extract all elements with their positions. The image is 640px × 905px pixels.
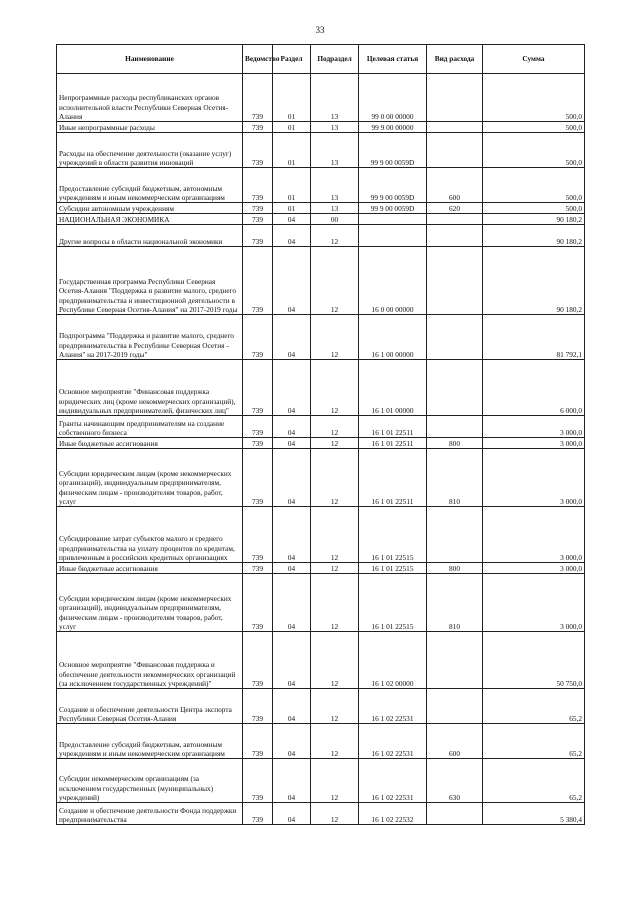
row-target: 99 9 00 0059D [359,168,427,203]
table-row [57,416,585,438]
row-dept: 739 [243,574,273,632]
row-target: 16 1 00 00000 [359,315,427,360]
table-row [57,74,585,122]
row-section: 04 [273,724,311,759]
row-target [359,214,427,225]
row-exp-type [427,416,483,438]
row-sum: 50 750,0 [483,632,585,689]
row-target: 16 1 02 22531 [359,689,427,724]
row-dept: 739 [243,724,273,759]
row-exp-type [427,122,483,133]
row-exp-type [427,632,483,689]
row-exp-type [427,689,483,724]
row-dept: 739 [243,438,273,449]
table-row [57,133,585,168]
row-target [359,225,427,247]
row-exp-type: 600 [427,168,483,203]
row-sum: 65,2 [483,724,585,759]
table-row [57,574,585,632]
row-subsection: 13 [311,74,359,122]
table-row [57,803,585,825]
row-subsection: 13 [311,133,359,168]
row-sum: 3 000,0 [483,563,585,574]
row-subsection: 12 [311,689,359,724]
row-subsection: 12 [311,759,359,803]
row-target: 16 1 01 22511 [359,416,427,438]
row-dept: 739 [243,168,273,203]
row-section: 01 [273,133,311,168]
row-name: Субсидии юридическим лицам (кроме некоммерческих организаций), индивидуальным предпринимателям, физическим лицам - производителям товаров, работ, услуг [57,449,243,507]
row-dept: 739 [243,632,273,689]
table-row [57,214,585,225]
row-name: Субсидии автономным учреждениям [57,203,243,214]
header-exp-type: Вид расхода [427,45,483,74]
table-row [57,225,585,247]
row-target: 99 0 00 00000 [359,74,427,122]
row-exp-type [427,360,483,416]
row-sum: 6 000,0 [483,360,585,416]
row-sum: 65,2 [483,689,585,724]
row-subsection: 00 [311,214,359,225]
row-name: Основное мероприятие "Финансовая поддержка юридических лиц (кроме некоммерческих организаций), индивидуальных предпринимателей, физических лиц" [57,360,243,416]
row-dept: 739 [243,689,273,724]
header-dept: Ведомство [243,45,273,74]
row-exp-type: 810 [427,449,483,507]
row-exp-type [427,247,483,315]
row-subsection: 12 [311,247,359,315]
row-subsection: 12 [311,449,359,507]
row-sum: 500,0 [483,203,585,214]
table-row [57,247,585,315]
row-section: 01 [273,74,311,122]
row-name: Подпрограмма "Поддержка и развитие малого, среднего предпринимательства в Республике Северная Осетия - Алания" на 2017-2019 годы" [57,315,243,360]
budget-table [56,44,585,825]
table-row [57,759,585,803]
row-dept: 739 [243,133,273,168]
row-section: 04 [273,689,311,724]
row-dept: 739 [243,449,273,507]
row-dept: 739 [243,247,273,315]
row-sum: 500,0 [483,133,585,168]
row-subsection: 13 [311,203,359,214]
header-sum: Сумма [483,45,585,74]
row-target: 16 1 01 22515 [359,563,427,574]
table-row [57,315,585,360]
header-name: Наименование [57,45,243,74]
header-subsection: Подраздел [311,45,359,74]
row-name: Государственная программа Республики Северная Осетия-Алания "Поддержка и развитие малого, среднего предпринимательства и инвестиционной деятельности в Республике Северная Осетия-Алания" на 2017-2019 годы [57,247,243,315]
row-sum: 3 000,0 [483,507,585,563]
row-exp-type: 800 [427,438,483,449]
table-row [57,563,585,574]
row-dept: 739 [243,203,273,214]
row-sum: 90 180,2 [483,214,585,225]
row-name: Непрограммные расходы республиканских органов исполнительной власти Республики Северная Осетия-Алания [57,74,243,122]
row-dept: 739 [243,759,273,803]
row-name: Субсидии некоммерческим организациям (за исключением государственных (муниципальных) учреждений) [57,759,243,803]
row-dept: 739 [243,122,273,133]
page-number: 33 [315,25,325,35]
row-section: 01 [273,168,311,203]
row-dept: 739 [243,416,273,438]
row-target: 99 9 00 0059D [359,203,427,214]
row-name: Создание и обеспечение деятельности Фонда поддержки предпринимательства [57,803,243,825]
row-exp-type: 620 [427,203,483,214]
row-target: 99 9 00 00000 [359,122,427,133]
row-sum: 65,2 [483,759,585,803]
row-target: 16 0 00 00000 [359,247,427,315]
row-section: 01 [273,203,311,214]
row-target: 16 1 01 22511 [359,449,427,507]
row-exp-type: 810 [427,574,483,632]
row-sum: 3 000,0 [483,574,585,632]
row-name: Предоставление субсидий бюджетным, автономным учреждениям и иным некоммерческим организациям [57,724,243,759]
row-subsection: 13 [311,122,359,133]
row-target: 16 1 02 22531 [359,759,427,803]
row-sum: 90 180,2 [483,247,585,315]
row-sum: 500,0 [483,168,585,203]
row-target: 16 1 01 22515 [359,574,427,632]
row-target: 16 1 01 22515 [359,507,427,563]
header-target: Целевая статья [359,45,427,74]
row-section: 04 [273,803,311,825]
row-name: Другие вопросы в области национальной экономики [57,225,243,247]
row-dept: 739 [243,74,273,122]
table-row [57,632,585,689]
row-dept: 739 [243,225,273,247]
row-sum: 3 000,0 [483,449,585,507]
table-row [57,449,585,507]
row-name: Создание и обеспечение деятельности Центра экспорта Республики Северная Осетия-Алания [57,689,243,724]
row-subsection: 12 [311,315,359,360]
row-target: 99 9 00 0059D [359,133,427,168]
row-subsection: 13 [311,168,359,203]
row-section: 04 [273,507,311,563]
row-sum: 500,0 [483,74,585,122]
row-subsection: 12 [311,416,359,438]
row-exp-type: 800 [427,563,483,574]
row-dept: 739 [243,315,273,360]
row-section: 01 [273,122,311,133]
row-name: Субсидии юридическим лицам (кроме некоммерческих организаций), индивидуальным предпринимателям, физическим лицам - производителям товаров, работ, услуг [57,574,243,632]
row-exp-type [427,74,483,122]
row-name: Предоставление субсидий бюджетным, автономным учреждениям и иным некоммерческим организациям [57,168,243,203]
table-row [57,689,585,724]
row-subsection: 12 [311,438,359,449]
row-exp-type [427,214,483,225]
row-section: 04 [273,632,311,689]
row-target: 16 1 01 00000 [359,360,427,416]
row-sum: 500,0 [483,122,585,133]
row-section: 04 [273,759,311,803]
table-row [57,203,585,214]
row-dept: 739 [243,360,273,416]
row-sum: 90 180,2 [483,225,585,247]
row-subsection: 12 [311,507,359,563]
table-row [57,438,585,449]
table-row [57,168,585,203]
row-sum: 81 792,1 [483,315,585,360]
row-exp-type [427,225,483,247]
row-name: НАЦИОНАЛЬНАЯ ЭКОНОМИКА [57,214,243,225]
table-row [57,122,585,133]
row-name: Основное мероприятие "Финансовая поддержка и обеспечение деятельности некоммерческих организаций (за исключением государственных учреждений)" [57,632,243,689]
table-row [57,507,585,563]
row-name: Иные бюджетные ассигнования [57,563,243,574]
row-section: 04 [273,214,311,225]
row-section: 04 [273,574,311,632]
table-row [57,360,585,416]
header-section: Раздел [273,45,311,74]
row-target: 16 1 02 00000 [359,632,427,689]
row-sum: 3 000,0 [483,438,585,449]
row-dept: 739 [243,214,273,225]
row-name: Гранты начинающим предпринимателям на создание собственного бизнеса [57,416,243,438]
row-section: 04 [273,438,311,449]
row-name: Субсидирование затрат субъектов малого и среднего предпринимательства на уплату процентов по кредитам, привлеченным в российских кредитных организациях [57,507,243,563]
row-subsection: 12 [311,803,359,825]
row-dept: 739 [243,507,273,563]
row-dept: 739 [243,803,273,825]
row-dept: 739 [243,563,273,574]
table-header-row [57,45,585,74]
row-exp-type [427,133,483,168]
row-section: 04 [273,563,311,574]
row-subsection: 12 [311,574,359,632]
row-exp-type: 600 [427,724,483,759]
row-section: 04 [273,247,311,315]
row-name: Расходы на обеспечение деятельности (оказание услуг) учреждений в области развития инноваций [57,133,243,168]
row-target: 16 1 01 22511 [359,438,427,449]
row-section: 04 [273,360,311,416]
row-subsection: 12 [311,225,359,247]
row-subsection: 12 [311,724,359,759]
row-section: 04 [273,225,311,247]
row-name: Иные непрограммные расходы [57,122,243,133]
row-section: 04 [273,315,311,360]
table-row [57,724,585,759]
row-exp-type: 630 [427,759,483,803]
row-subsection: 12 [311,632,359,689]
row-sum: 3 000,0 [483,416,585,438]
row-exp-type [427,507,483,563]
row-name: Иные бюджетные ассигнования [57,438,243,449]
row-subsection: 12 [311,563,359,574]
row-target: 16 1 02 22532 [359,803,427,825]
row-exp-type [427,315,483,360]
row-subsection: 12 [311,360,359,416]
row-section: 04 [273,416,311,438]
row-exp-type [427,803,483,825]
row-section: 04 [273,449,311,507]
row-sum: 5 380,4 [483,803,585,825]
row-target: 16 1 02 22531 [359,724,427,759]
